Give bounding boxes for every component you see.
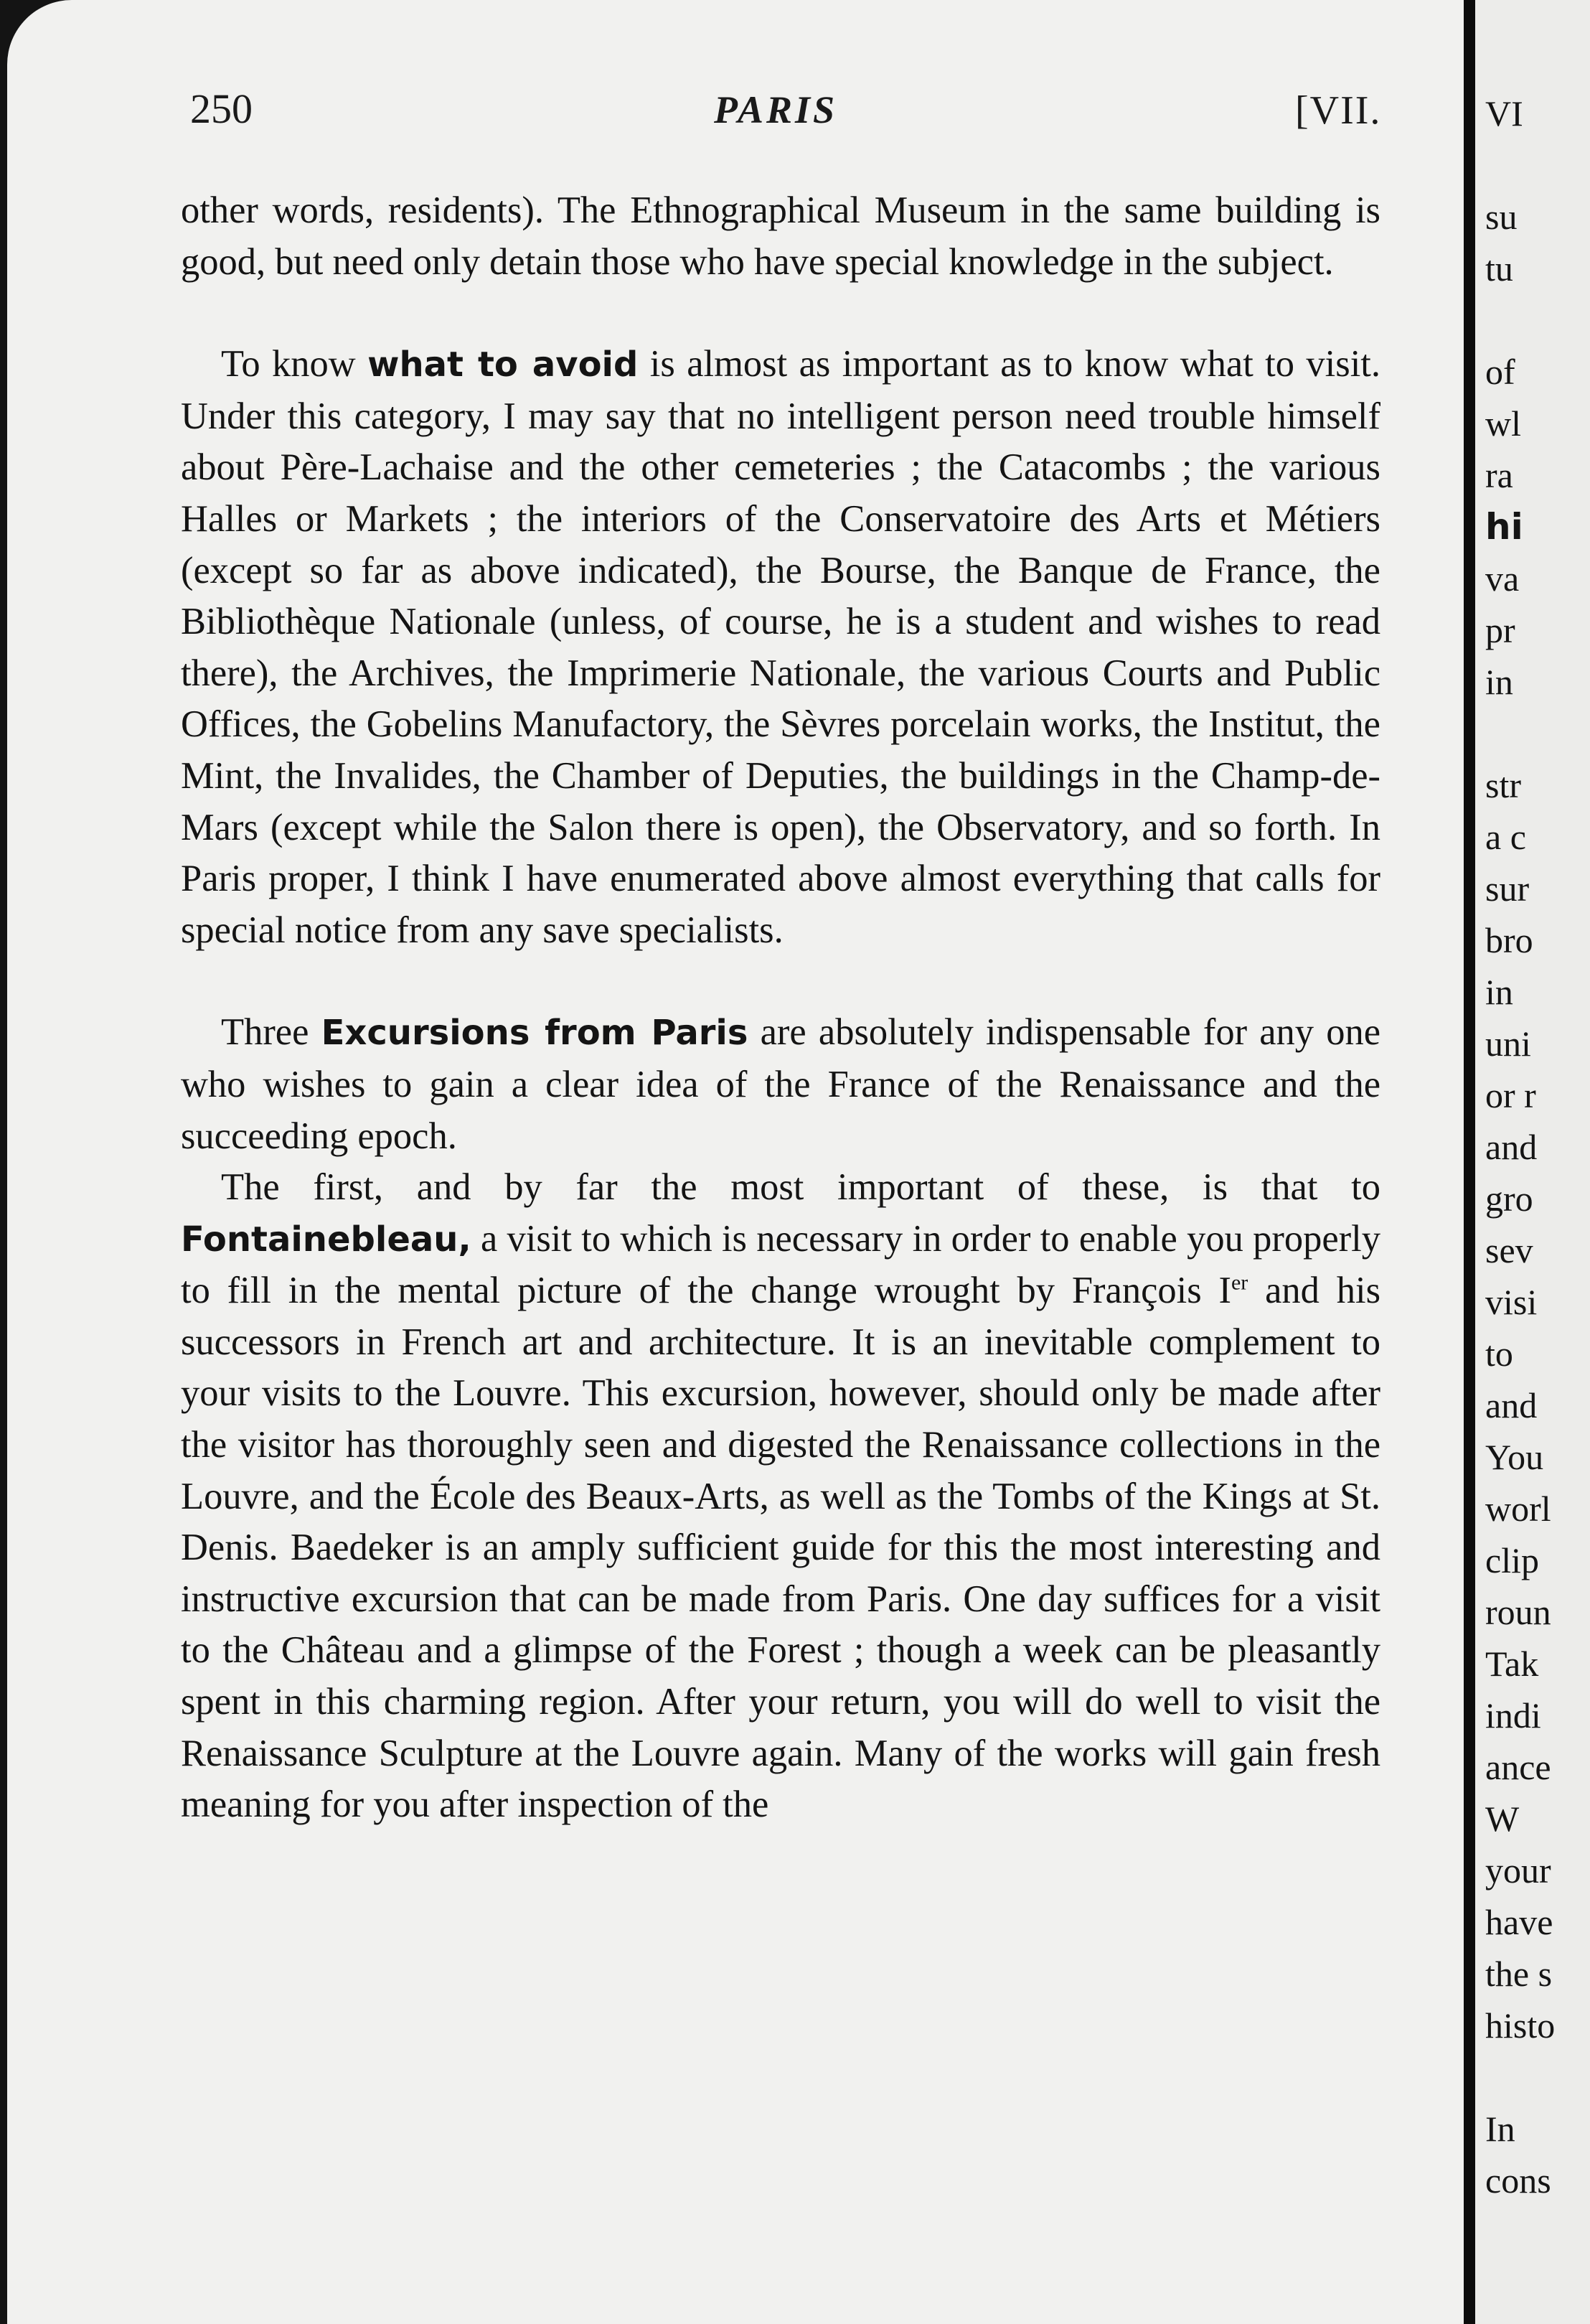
facing-line: worl	[1485, 1489, 1551, 1529]
facing-line: You	[1485, 1437, 1544, 1477]
facing-line: roun	[1485, 1592, 1551, 1632]
facing-line: wl	[1485, 403, 1521, 444]
running-title: PARIS	[714, 88, 838, 131]
facing-page-text	[1485, 88, 1555, 2206]
paragraph-text: Three	[221, 1011, 321, 1054]
page-number: 250	[190, 85, 253, 132]
facing-line: VI	[1485, 93, 1523, 133]
facing-line: W	[1485, 1799, 1520, 1839]
book-page-right-partial	[1475, 0, 1590, 2324]
book-page-left	[7, 0, 1468, 2324]
facing-line	[1485, 294, 1555, 346]
facing-line: in	[1485, 662, 1513, 702]
page-body	[181, 185, 1380, 1831]
facing-line: ra	[1485, 455, 1513, 495]
facing-line	[1485, 708, 1555, 759]
facing-line: str	[1485, 765, 1521, 805]
facing-line: or r	[1485, 1075, 1536, 1115]
paragraph-what-to-avoid	[181, 339, 1380, 956]
facing-line: indi	[1485, 1695, 1541, 1735]
facing-line: bro	[1485, 920, 1533, 960]
facing-line: su	[1485, 197, 1518, 237]
facing-line: ance	[1485, 1747, 1551, 1787]
facing-line: va	[1485, 558, 1520, 599]
paragraph-text: are absolutely indispensable for any one who wishes to gain a clear idea of the France of the Renaissance and the succeeding epoch.	[181, 1011, 1381, 1157]
superscript: er	[1231, 1270, 1248, 1295]
paragraph-text: and his successors in French art and architecture. It is an inevitable complement to your visits to the Louvre. This excursion, however, should only be made after the visitor has thoroughly seen and digested the Renaissance collections in the Louvre, and the École des Beaux-Arts, as well as the Tombs of the Kings at St. Denis. Baedeker is an amply sufficient guide for this the most interesting and instructive excursion that can be made from Paris. One day suffices for a visit to the Château and a glimpse of the Forest ; though a week can be pleasantly spent in this charming region. After your return, you will do well to visit the Renaissance Sculpture at the Louvre again. Many of the works will gain fresh meaning for you after inspection of the	[181, 1270, 1380, 1826]
facing-line: Tak	[1485, 1644, 1539, 1684]
facing-line: visi	[1485, 1282, 1538, 1322]
facing-line: uni	[1485, 1023, 1531, 1064]
facing-line: tu	[1485, 248, 1513, 289]
paragraph-text: The first, and by far the most important of these, is that to	[221, 1166, 1380, 1209]
facing-line: a c	[1485, 817, 1526, 857]
facing-line: gro	[1485, 1179, 1533, 1219]
page-header	[7, 85, 1468, 142]
facing-line: pr	[1485, 610, 1515, 650]
bold-heading-fontainebleau: Fontainebleau,	[181, 1219, 471, 1260]
book-gutter	[1464, 0, 1475, 2324]
chapter-marker: [VII.	[1295, 88, 1382, 133]
facing-line: cons	[1485, 2160, 1551, 2201]
facing-line	[1485, 2051, 1555, 2103]
paragraph-text: a visit to which is necessary in order to enable you properly to fill in the mental picture of the change wrought by François I	[181, 1217, 1380, 1312]
facing-line: have	[1485, 1902, 1553, 1942]
paragraph-text: To know	[221, 343, 368, 385]
paragraph-excursions	[181, 1007, 1380, 1162]
facing-line: in	[1485, 972, 1513, 1012]
paragraph-continued	[181, 185, 1380, 288]
facing-line: and	[1485, 1127, 1538, 1167]
facing-line: to	[1485, 1334, 1513, 1374]
facing-line: hi	[1485, 506, 1523, 548]
facing-line: histo	[1485, 2005, 1556, 2046]
facing-line: your	[1485, 1850, 1551, 1890]
facing-line: In	[1485, 2109, 1515, 2149]
paragraph-fontainebleau	[181, 1162, 1380, 1831]
bold-heading-excursions: Excursions from Paris	[321, 1013, 748, 1054]
facing-line: clip	[1485, 1540, 1539, 1580]
facing-line: of	[1485, 352, 1515, 392]
paragraph-text: other words, residents). The Ethnographical Museum in the same building is good, but need only detain those who have special knowledge in the subject.	[181, 189, 1380, 283]
paragraph-text: is almost as important as to know what to visit. Under this category, I may say that no intelligent person need trouble himself about Père-Lachaise and the other cemeteries ; the Catacombs ; the various Halles or Markets ; the interiors of the Conservatoire des Arts et Métiers (except so far as above indicated), the Bourse, the Banque de France, the Bibliothèque Nationale (unless, of course, he is a student and wishes to read there), the Archives, the Imprimerie Nationale, the various Courts and Public Offices, the Gobelins Manufactory, the Sèvres porcelain works, the Institut, the Mint, the Invalides, the Chamber of Deputies, the buildings in the Champ-de-Mars (except while the Salon there is open), the Observatory, and so forth. In Paris proper, I think I have enumerated above almost everything that calls for special notice from any save specialists.	[181, 343, 1380, 951]
facing-line	[1485, 139, 1555, 191]
facing-line: sev	[1485, 1230, 1533, 1270]
bold-heading-what-to-avoid: what to avoid	[367, 345, 639, 385]
facing-line: and	[1485, 1385, 1538, 1425]
facing-line: the s	[1485, 1954, 1553, 1994]
facing-line: sur	[1485, 868, 1530, 909]
